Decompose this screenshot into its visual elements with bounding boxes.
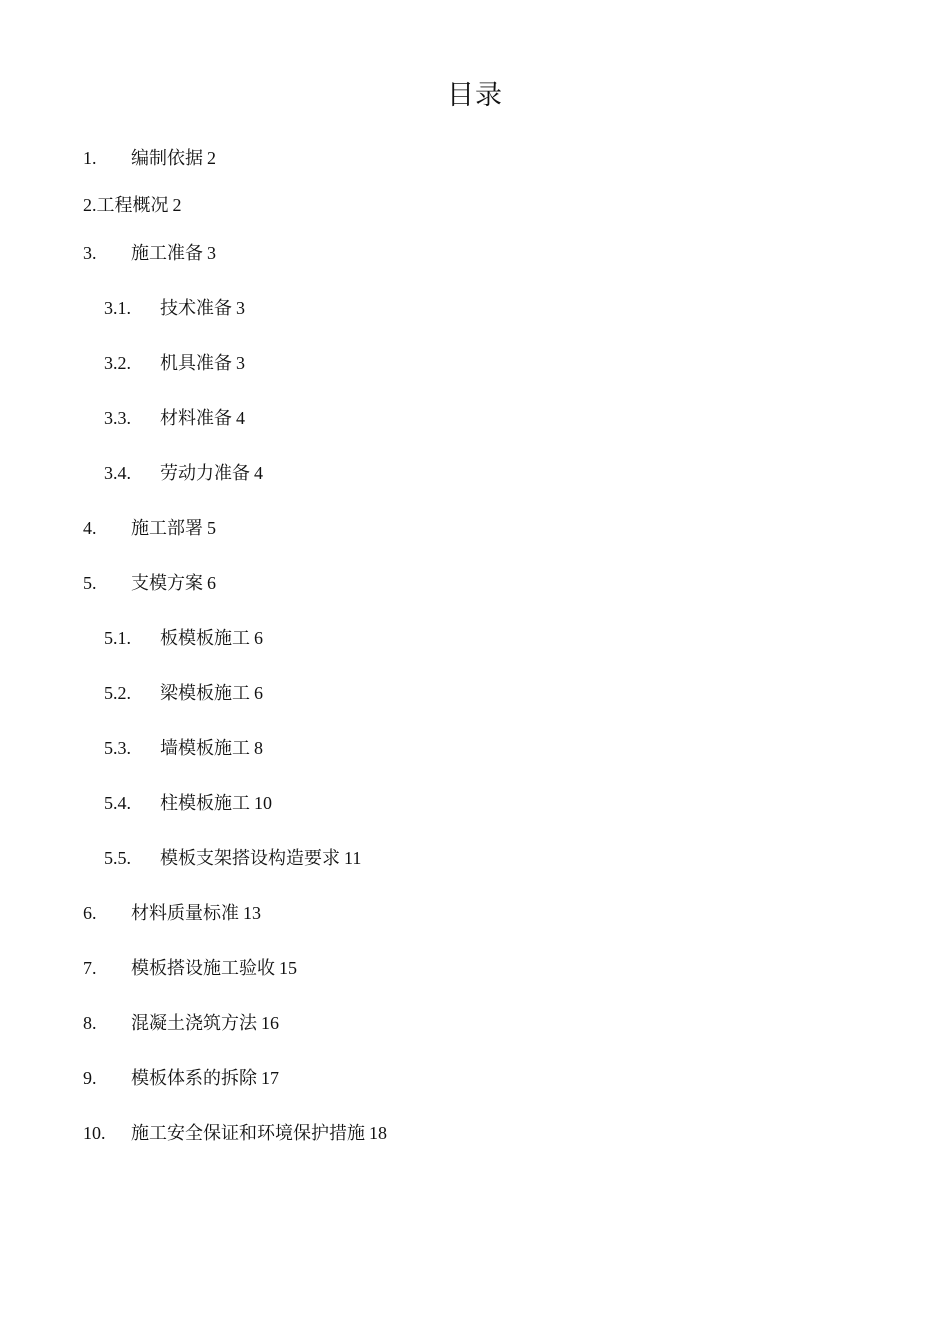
toc-entry-page: 2	[207, 148, 216, 168]
toc-entry-page: 10	[254, 793, 272, 813]
toc-entry-number: 3.2.	[104, 353, 131, 373]
toc-entry-title: 施工安全保证和环境保护措施	[131, 1123, 365, 1143]
toc-entry-number: 3.1.	[104, 298, 131, 318]
toc-entry-page: 17	[261, 1068, 279, 1088]
toc-entry-page: 4	[254, 463, 263, 483]
toc-entry-number: 1.	[83, 148, 97, 168]
toc-entry-title: 施工准备	[131, 243, 203, 263]
toc-entry-number: 9.	[83, 1068, 97, 1088]
toc-entry-title: 劳动力准备	[160, 463, 250, 483]
toc-entry-title: 工程概况	[96, 195, 169, 215]
toc-entry-number: 5.2.	[104, 683, 131, 703]
toc-entry-title: 施工部署	[131, 518, 203, 538]
toc-entry-title: 梁模板施工	[160, 683, 250, 703]
toc-entry-page: 6	[207, 573, 216, 593]
toc-entry-page: 16	[261, 1013, 279, 1033]
toc-entry-title: 材料准备	[160, 408, 232, 428]
toc-entry-page: 6	[254, 683, 263, 703]
toc-entry-page: 3	[236, 298, 245, 318]
toc-entry-number: 2.	[83, 195, 97, 215]
toc-entry-page: 6	[254, 628, 263, 648]
toc-entry-title: 机具准备	[160, 353, 232, 373]
toc-entry-title: 编制依据	[131, 148, 203, 168]
toc-entry-page: 5	[207, 518, 216, 538]
toc-entry-page: 3	[236, 353, 245, 373]
toc-entry-page: 8	[254, 738, 263, 758]
toc-entry-page: 4	[236, 408, 245, 428]
toc-entry-page: 13	[243, 903, 261, 923]
toc-entry-title: 技术准备	[160, 298, 232, 318]
toc-entry-title: 柱模板施工	[160, 793, 250, 813]
toc-entry-page: 11	[344, 848, 362, 868]
page-title: 目录	[447, 80, 503, 111]
toc-entry-page: 18	[369, 1123, 387, 1143]
toc-entry-number: 10.	[83, 1123, 106, 1143]
toc-entry-number: 3.	[83, 243, 97, 263]
toc-entry-number: 7.	[83, 958, 97, 978]
toc-entry-title: 模板支架搭设构造要求	[160, 848, 340, 868]
toc-entry-title: 混凝土浇筑方法	[131, 1013, 257, 1033]
toc-entry-number: 5.1.	[104, 628, 131, 648]
toc-entry-title: 模板搭设施工验收	[131, 958, 275, 978]
toc-entry-title: 板模板施工	[160, 628, 250, 648]
toc-entry-number: 5.5.	[104, 848, 131, 868]
toc-entry-number: 4.	[83, 518, 97, 538]
toc-entry-title: 支模方案	[131, 573, 203, 593]
toc-entry-page: 2	[172, 195, 182, 215]
toc-entry-number: 8.	[83, 1013, 97, 1033]
toc-entry-number: 3.3.	[104, 408, 131, 428]
toc-entry-number: 6.	[83, 903, 97, 923]
toc-entry-number: 5.4.	[104, 793, 131, 813]
toc-entry-title: 模板体系的拆除	[131, 1068, 257, 1088]
toc-entry-title: 墙模板施工	[160, 738, 250, 758]
toc-entry[interactable]	[83, 191, 182, 219]
toc-entry-title: 材料质量标准	[131, 903, 239, 923]
toc-entry-page: 3	[207, 243, 216, 263]
toc-entry-number: 5.3.	[104, 738, 131, 758]
toc-entry-number: 3.4.	[104, 463, 131, 483]
toc-entry-number: 5.	[83, 573, 97, 593]
toc-entry-page: 15	[279, 958, 297, 978]
